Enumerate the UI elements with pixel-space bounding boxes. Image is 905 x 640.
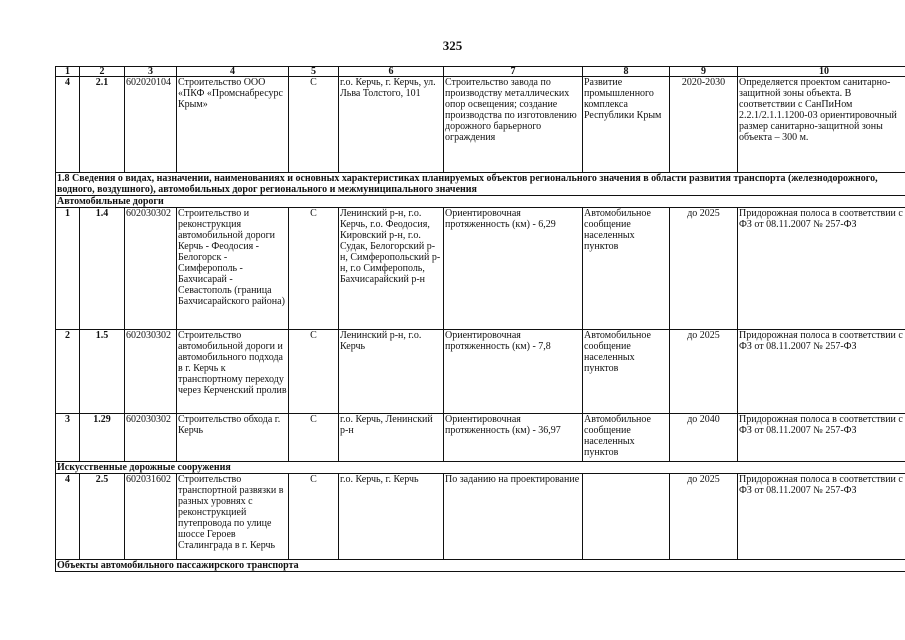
purpose: Автомобильное сообщение населенных пунктов [583,414,670,462]
subsection-heading: Объекты автомобильного пассажирского транспорта [56,560,905,572]
status: С [289,77,339,173]
period: до 2025 [670,208,738,330]
characteristics: Ориентировочная протяженность (км) - 7,8 [444,330,583,414]
zone: Придорожная полоса в соответствии с ФЗ от 08.11.2007 № 257-ФЗ [738,414,905,462]
row-number: 1 [56,208,80,330]
item-code: 2.1 [80,77,125,173]
location: г.о. Керчь, Ленинский р-н [339,414,444,462]
zone: Придорожная полоса в соответствии с ФЗ от 08.11.2007 № 257-ФЗ [738,474,905,560]
characteristics: Строительство завода по производству металлических опор освещения; создание производства по изготовлению дорожного барьерного ограждения [444,77,583,173]
row-number: 3 [56,414,80,462]
zone: Определяется проектом санитарно-защитной зоны объекта. В соответствии с СанПиНом 2.2.1/2.1.1.1200-03 ориентировочный размер санитарно-защитной зоны объекта – 300 м. [738,77,905,173]
table-row [56,414,905,462]
planning-table [55,66,905,572]
location: Ленинский р-н, г.о. Керчь [339,330,444,414]
header-cell: 4 [177,67,289,77]
status: С [289,208,339,330]
location: г.о. Керчь, г. Керчь, ул. Льва Толстого, 101 [339,77,444,173]
period: до 2025 [670,330,738,414]
subsection-row [56,196,905,208]
location: г.о. Керчь, г. Керчь [339,474,444,560]
header-cell: 9 [670,67,738,77]
object-code: 602030302 [125,330,177,414]
item-code: 1.29 [80,414,125,462]
status: С [289,414,339,462]
purpose: Автомобильное сообщение населенных пунктов [583,330,670,414]
characteristics: По заданию на проектирование [444,474,583,560]
header-cell: 3 [125,67,177,77]
zone: Придорожная полоса в соответствии с ФЗ от 08.11.2007 № 257-ФЗ [738,208,905,330]
purpose: Развитие промышленного комплекса Республики Крым [583,77,670,173]
table-row [56,77,905,173]
section-heading-row [56,173,905,196]
period: до 2025 [670,474,738,560]
characteristics: Ориентировочная протяженность (км) - 36,97 [444,414,583,462]
object-name: Строительство ООО «ПКФ «Промснабресурс Крым» [177,77,289,173]
purpose [583,474,670,560]
column-number-row [56,67,905,77]
object-name: Строительство и реконструкция автомобильной дороги Керчь - Феодосия - Белогорск - Симферополь - Бахчисарай - Севастополь (граница Бахчисарайского района) [177,208,289,330]
characteristics: Ориентировочная протяженность (км) - 6,29 [444,208,583,330]
subsection-heading: Автомобильные дороги [56,196,905,208]
row-number: 2 [56,330,80,414]
object-code: 602020104 [125,77,177,173]
header-cell: 1 [56,67,80,77]
object-code: 602030302 [125,414,177,462]
item-code: 1.5 [80,330,125,414]
table-row [56,208,905,330]
header-cell: 6 [339,67,444,77]
status: С [289,330,339,414]
header-cell: 10 [738,67,905,77]
purpose: Автомобильное сообщение населенных пунктов [583,208,670,330]
object-name: Строительство транспортной развязки в разных уровнях с реконструкцией путепровода по улице шоссе Героев Сталинграда в г. Керчь [177,474,289,560]
period: 2020-2030 [670,77,738,173]
header-cell: 5 [289,67,339,77]
zone: Придорожная полоса в соответствии с ФЗ от 08.11.2007 № 257-ФЗ [738,330,905,414]
object-code: 602030302 [125,208,177,330]
row-number: 4 [56,77,80,173]
status: С [289,474,339,560]
table-row [56,330,905,414]
location: Ленинский р-н, г.о. Керчь, г.о. Феодосия, Кировский р-н, г.о. Судак, Белогорский р-н, Симферопольский р-н, г.о Симферополь, Бахчисарайский р-н [339,208,444,330]
object-name: Строительство автомобильной дороги и автомобильного подхода в г. Керчь к транспортному переходу через Керченский пролив [177,330,289,414]
header-cell: 7 [444,67,583,77]
item-code: 1.4 [80,208,125,330]
item-code: 2.5 [80,474,125,560]
row-number: 4 [56,474,80,560]
header-cell: 8 [583,67,670,77]
subsection-heading: Искусственные дорожные сооружения [56,462,905,474]
page-number: 325 [442,38,463,53]
table-row [56,474,905,560]
object-code: 602031602 [125,474,177,560]
period: до 2040 [670,414,738,462]
subsection-row [56,462,905,474]
subsection-row [56,560,905,572]
section-heading: 1.8 Сведения о видах, назначении, наименованиях и основных характеристиках планируемых объектов регионального значения в области развития транспорта (железнодорожного, водного, воздушного), автомобильных дорог регионального и межмуниципального значения [56,173,905,196]
object-name: Строительство обхода г. Керчь [177,414,289,462]
header-cell: 2 [80,67,125,77]
